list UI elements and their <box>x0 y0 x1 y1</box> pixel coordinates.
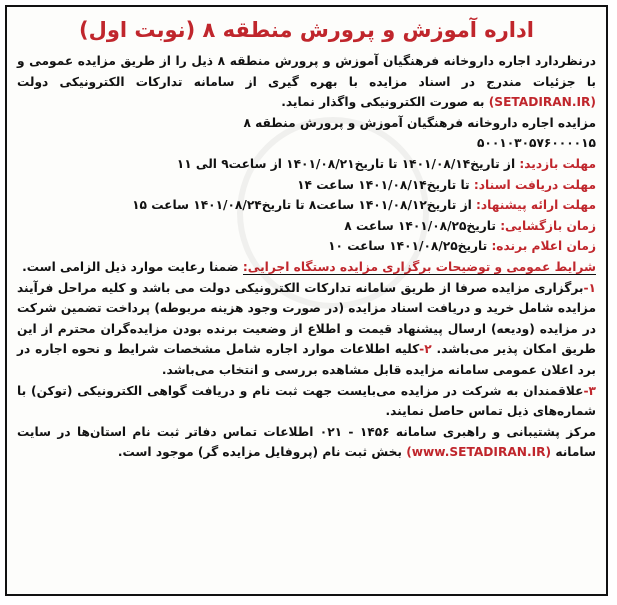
clause-2-text: کلیه اطلاعات موارد اجاره شامل مشخصات شرایط و نحوه اجاره در برد اعلان عمومی سامانه مزایده قابل مشاهده بررسی و انتخاب می‌باشد. <box>17 342 596 377</box>
auction-number: ۵۰۰۱۰۳۰۵۷۶۰۰۰۰۱۵ <box>476 136 596 151</box>
support-site-link[interactable]: (www.SETADIRAN.IR) <box>406 445 552 460</box>
schedule-row-winner <box>17 236 596 257</box>
clause-number: ۲- <box>419 342 432 357</box>
schedule-row-opening <box>17 216 596 237</box>
clause-3-paragraph <box>17 381 596 422</box>
schedule-value: از تاریخ۱۴۰۱/۰۸/۱۴ تا تاریخ۱۴۰۱/۰۸/۲۱ از ساعت۹ الی ۱۱ <box>176 156 516 171</box>
conditions-tail: ضمنا رعایت موارد ذیل الزامی است. <box>22 259 239 274</box>
intro-paragraph <box>17 51 596 113</box>
schedule-value: از تاریخ۱۴۰۱/۰۸/۱۲ ساعت۸ تا تاریخ۱۴۰۱/۰۸/۲۴ ساعت ۱۵ <box>132 198 472 213</box>
schedule-row-proposal <box>17 195 596 216</box>
clause-3-text: علاقمندان به شرکت در مزایده می‌بایست جهت ثبت نام و دریافت گواهی الکترونیکی (توکن) با شماره‌های ذیل تماس حاصل نمایند. <box>17 383 596 419</box>
clause-number: ۳- <box>583 383 596 398</box>
support-text-2: بخش ثبت نام (پروفایل مزایده گر) موجود است. <box>117 445 402 460</box>
schedule-label: مهلت بازدید: <box>519 156 596 171</box>
clause-number: ۱- <box>583 280 596 295</box>
intro-text-2: به صورت الکترونیکی واگذار نماید. <box>281 95 485 110</box>
support-paragraph <box>17 422 596 463</box>
auction-name: مزایده اجاره داروخانه فرهنگیان آموزش و پرورش منطقه ۸ <box>243 115 596 130</box>
conditions-heading-row <box>17 257 596 278</box>
schedule-label: زمان بازگشایی: <box>500 218 596 233</box>
clause-1-text: برگزاری مزایده صرفا از طریق سامانه تدارکات الکترونیکی دولت می باشد و کلیه مراحل فرآیند مزایده شامل خرید و دریافت اسناد مزایده (در صورت وجود هزینه مربوطه) پرداخت تضمین شرکت در مزایده (ودیعه) ارسال پیشنهاد قیمت و اطلاع از وضعیت برنده بودن مزایده‌گران محترم از این طریق امکان پذیر می‌باشد. <box>17 280 596 357</box>
schedule-row-documents <box>17 175 596 196</box>
notice-body <box>7 7 606 463</box>
schedule-label: زمان اعلام برنده: <box>491 239 596 254</box>
intro-text-1: درنظردارد اجاره داروخانه فرهنگیان آموزش و پرورش منطقه ۸ ذیل را از طریق مزایده عمومی و با جزئیات مندرج در اسناد مزایده با بهره گیری از سامانه تدارکات الکترونیکی دولت <box>17 54 596 89</box>
schedule-label: مهلت دریافت اسناد: <box>473 177 596 192</box>
notice-frame <box>5 5 608 596</box>
conditions-heading: شرایط عمومی و توضیحات برگزاری مزایده دستگاه اجرایی: <box>242 259 596 274</box>
intro-site-link[interactable]: (SETADIRAN.IR) <box>488 95 596 110</box>
clauses-paragraph <box>17 278 596 381</box>
support-text-1: مرکز پشتیبانی و راهبری سامانه ۱۴۵۶ - ۰۲۱ اطلاعات تماس دفاتر ثبت نام استان‌ها در سایت سامانه <box>17 424 597 460</box>
schedule-row-visit <box>17 154 596 175</box>
notice-title: اداره آموزش و پرورش منطقه ۸ (نوبت اول) <box>79 18 534 42</box>
schedule-value: تاریخ۱۴۰۱/۰۸/۲۵ ساعت ۸ <box>344 218 496 233</box>
schedule-label: مهلت ارائه پیشنهاد: <box>476 198 596 213</box>
schedule-value: تاریخ۱۴۰۱/۰۸/۲۵ ساعت ۱۰ <box>328 239 488 254</box>
schedule-value: تا تاریخ۱۴۰۱/۰۸/۱۴ ساعت ۱۴ <box>297 177 470 192</box>
